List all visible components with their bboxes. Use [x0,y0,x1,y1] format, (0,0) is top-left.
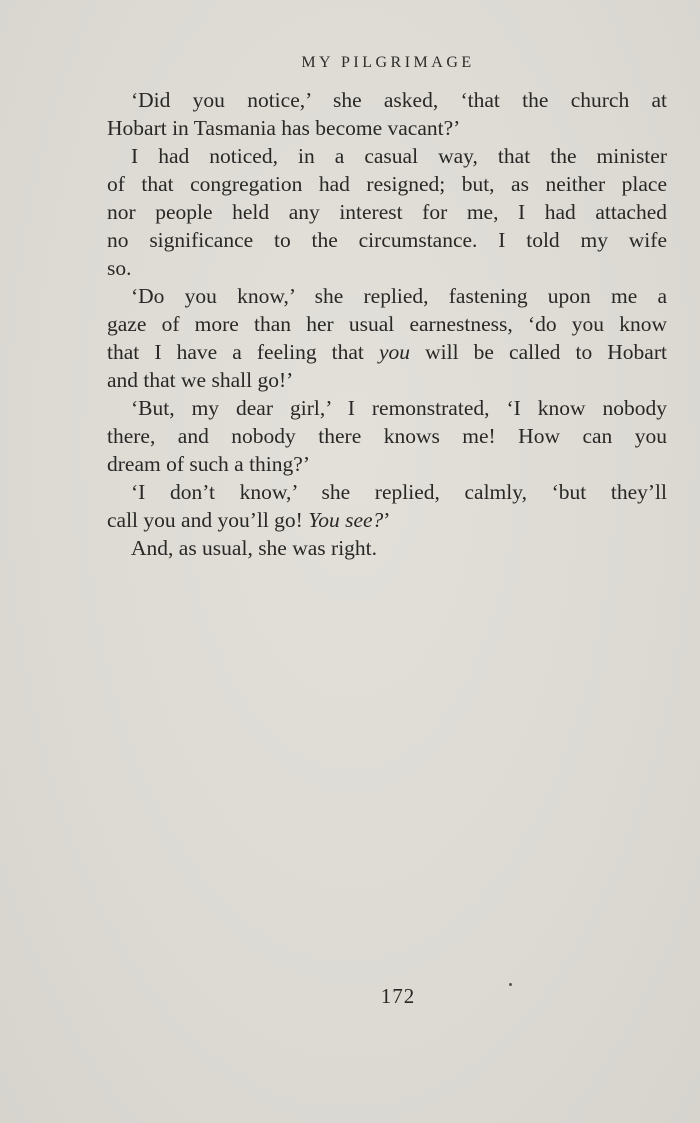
text-line: ‘But, my dear girl,’ I remonstrated, ‘I know nobody [131,396,667,420]
text-run: will be called to Hobart [410,340,667,364]
text-line: gaze of more than her usual earnestness, ‘do you know [107,312,667,336]
text-line [107,338,667,366]
paragraph-2 [107,142,667,282]
text-run: ’ [383,508,391,532]
text-line: And, as usual, she was right. [131,536,378,560]
italic-emphasis: You see? [308,508,384,532]
text-line: nor people held any interest for me, I had attached [107,200,667,224]
text-line [107,506,667,534]
paragraph-5 [107,478,667,534]
paragraph-4 [107,394,667,478]
paper-speck [509,983,512,986]
text-line: ‘Did you notice,’ she asked, ‘that the church at [131,88,667,112]
text-run: that I have a feeling that [107,340,379,364]
paragraph-1 [107,86,667,142]
text-line: Hobart in Tasmania has become vacant?’ [107,116,461,140]
page-number: 172 [380,984,416,1008]
text-line: I had noticed, in a casual way, that the minister [131,144,667,168]
text-line: ‘Do you know,’ she replied, fastening upon me a [131,284,667,308]
text-line: there, and nobody there knows me! How can you [107,424,667,448]
italic-emphasis: you [379,340,411,364]
text-line: ‘I don’t know,’ she replied, calmly, ‘but they’ll [131,480,667,504]
body-text [107,86,667,562]
running-head: MY PILGRIMAGE [301,54,475,71]
text-line: of that congregation had resigned; but, as neither place [107,172,667,196]
paragraph-3 [107,282,667,394]
text-line: no significance to the circumstance. I told my wife [107,228,667,252]
paragraph-6 [107,534,667,562]
text-line: so. [107,256,132,280]
text-line: dream of such a thing?’ [107,452,310,476]
text-line: and that we shall go!’ [107,368,294,392]
text-run: call you and you’ll go! [107,508,309,532]
